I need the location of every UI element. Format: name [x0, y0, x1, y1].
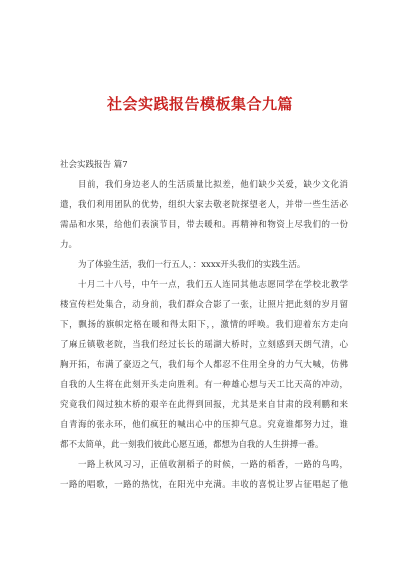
paragraph-line: 楼宣传栏处集合，动身前，我们群众合影了一张，让照片把此刻的岁月留 — [60, 300, 348, 310]
paragraph-line: 力。 — [60, 240, 78, 250]
paragraph-line: 了麻丘镇敬老院，当我们经过长长的瑶湖大桥时，立刻感到天朗气清，心 — [60, 340, 348, 350]
paragraph-line: 究竟我们闯过独木桥的艰辛在此得到回报，尤其是来自甘肃的段利鹏和来 — [60, 400, 348, 410]
paragraph-line: 需品和水果，给他们表演节目，带去暖和。再精神和物资上尽我们的一份 — [60, 220, 348, 230]
paragraph-line: 自我的人生将在此刻开头走向胜利。有一种雄心想与天工比天高的冲动， — [60, 380, 348, 390]
paragraph-line: 胸开拓，布满了豪迈之气，我们每个人都忍不住用全身的力气大喊，仿佛 — [60, 360, 348, 370]
paragraph-line: 遣，我们利用团队的优势，组织大家去敬老院探望老人，并带一些生活必 — [60, 200, 348, 210]
paragraph-line: 下，飘扬的旗帜定格在暖和得太阳下，，激情的呼唤。我们迎着东方走向 — [60, 320, 348, 330]
paragraph-line: 目前，我们身边老人的生活质量比拟差，他们缺少关爱，缺少文化消 — [78, 180, 348, 190]
document-title: 社会实践报告模板集合九篇 — [106, 95, 293, 113]
paragraph-line: 都不太简单，此一刻我们彼此心愿互通，都想为自我的人生拼搏一番。 — [60, 440, 324, 450]
paragraph-line: 为了体验生活，我们一行五人，：xxxx开头我们的实践生活。 — [78, 260, 306, 270]
paragraph-line: 自青海的张永环，他们疯狂的喊出心中的压抑气息。究竟谁都努力过，谁 — [60, 420, 348, 430]
section-heading: 社会实践报告 篇7 — [60, 160, 128, 170]
paragraph-line: 一路上秋风习习，正值收割稻子的时候，一路的稻香，一路的鸟鸣， — [78, 460, 348, 470]
paragraph-line: 一路的唱歌，一路的热忱，在阳光中充满。丰收的喜悦让罗占征唱起了他 — [60, 480, 348, 490]
paragraph-line: 十月二十八号，中午一点，我们五人连同其他志愿同学在学校北教学 — [78, 280, 348, 290]
